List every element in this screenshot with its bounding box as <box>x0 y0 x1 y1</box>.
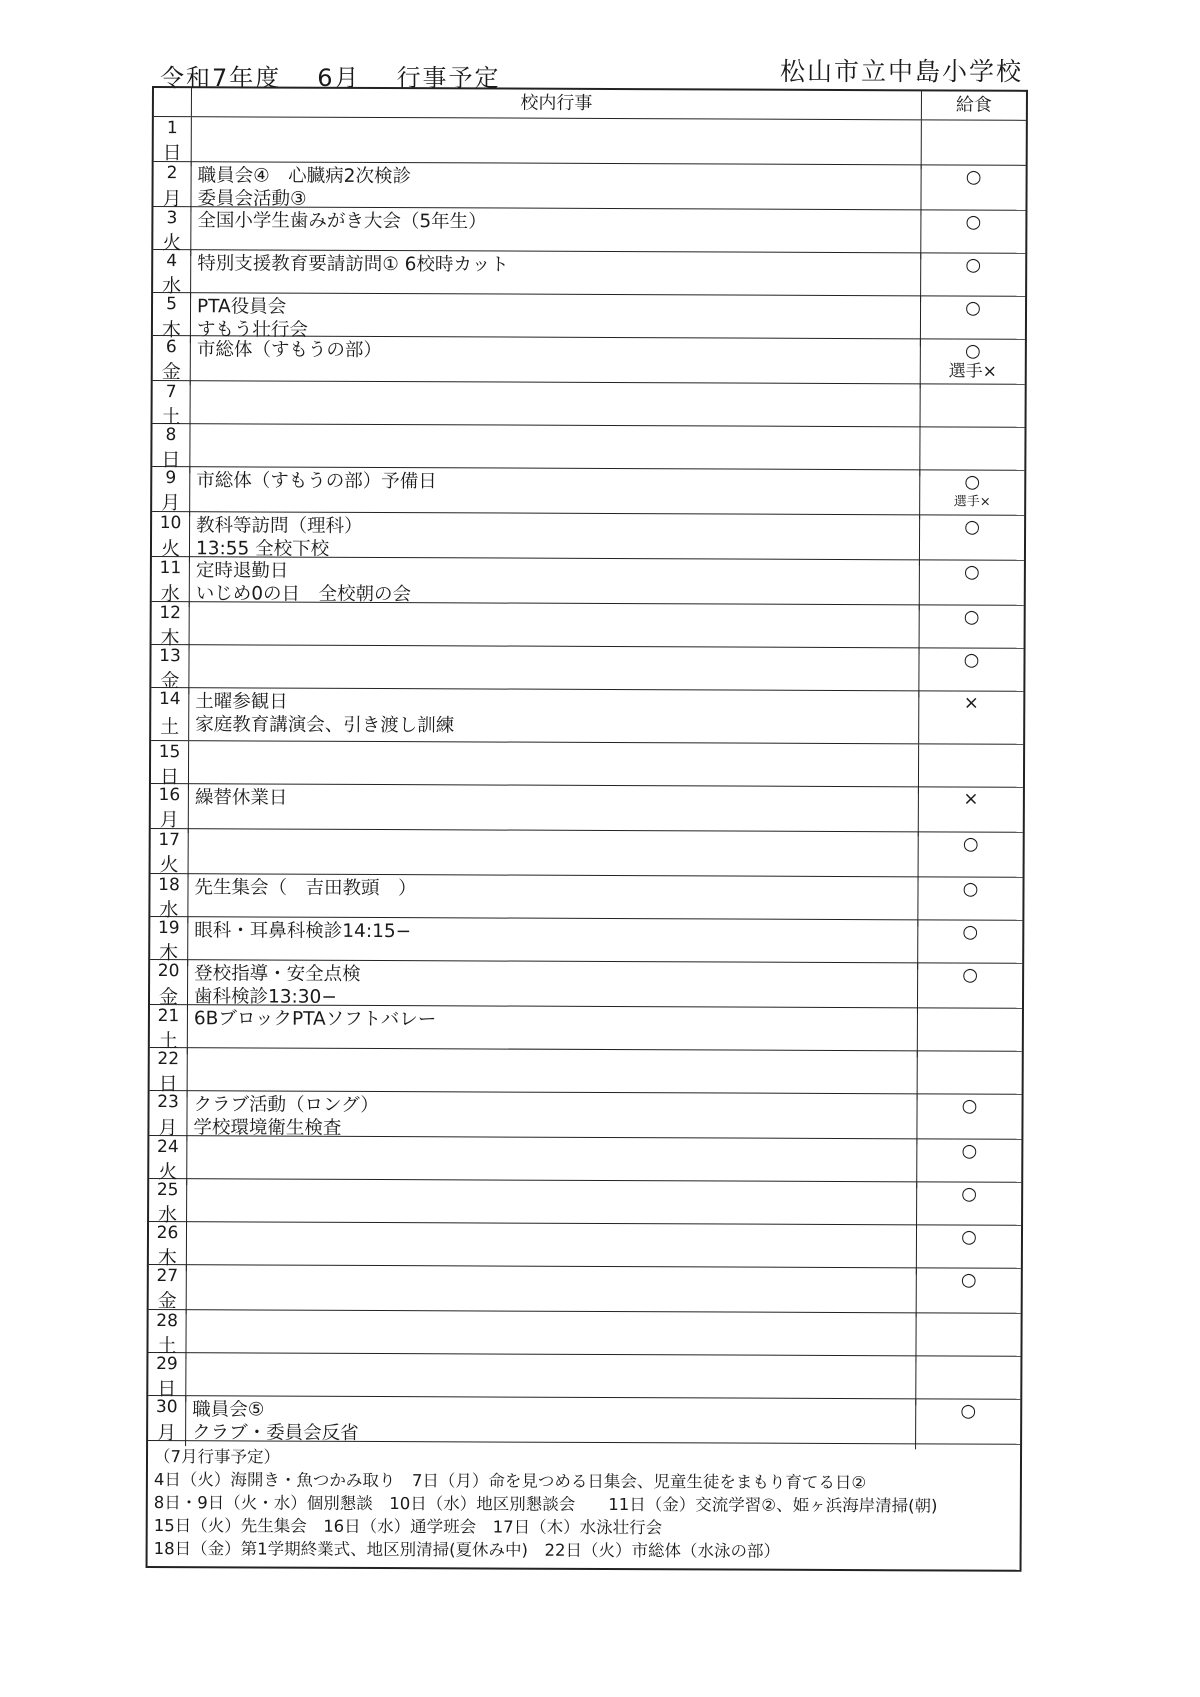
weekday: 日 <box>157 1378 177 1401</box>
event-line: 登校指導・安全点検 <box>194 963 361 985</box>
date-cell <box>152 512 190 562</box>
weekday: 金 <box>157 1290 177 1313</box>
meal-mark: ○ <box>962 964 979 986</box>
date-cell <box>149 1222 187 1271</box>
weekday: 日 <box>159 766 180 789</box>
meal-mark: ○ <box>965 211 982 233</box>
events-cell <box>189 688 919 743</box>
events-cell <box>192 117 922 169</box>
meal-cell <box>917 1139 1021 1188</box>
day-number: 15 <box>158 742 181 763</box>
meal-cell <box>920 427 1024 476</box>
events-cell <box>189 784 919 836</box>
date-cell <box>152 557 190 607</box>
day-row <box>153 207 1025 254</box>
meal-cell <box>916 1356 1020 1405</box>
date-cell <box>149 1265 187 1314</box>
meal-cell <box>921 165 1025 215</box>
day-row <box>148 1353 1020 1400</box>
day-number: 8 <box>165 425 177 446</box>
day-number: 10 <box>159 513 182 534</box>
date-cell <box>151 784 189 833</box>
day-row <box>148 1396 1020 1445</box>
weekday: 日 <box>161 449 181 472</box>
event-line: 定時退勤日 <box>195 560 289 582</box>
date-cell <box>153 162 191 212</box>
day-row <box>150 874 1022 921</box>
day-row <box>151 784 1023 833</box>
event-line: クラブ活動（ロング） <box>193 1094 379 1116</box>
meal-cell <box>920 384 1024 433</box>
weekday: 火 <box>158 1161 178 1184</box>
meal-mark: ○ <box>960 1400 977 1422</box>
day-row <box>150 960 1022 1009</box>
weekday: 水 <box>159 899 179 922</box>
meal-cell <box>918 963 1022 1013</box>
month-label: 6月 <box>317 64 361 92</box>
day-row <box>151 829 1023 878</box>
meal-mark: ○ <box>962 921 979 943</box>
weekday: 金 <box>161 361 181 384</box>
next-month-heading: （7月行事予定） <box>153 1447 281 1467</box>
event-line: 学校環境衛生検査 <box>193 1117 342 1139</box>
day-row <box>150 917 1022 964</box>
meal-cell <box>919 691 1023 743</box>
event-line: 特別支援教育要請訪問① 6校時カット <box>197 253 509 276</box>
meal-note: 選手× <box>948 361 997 382</box>
event-line: 市総体（すもうの部）予備日 <box>196 470 437 493</box>
meal-mark: ○ <box>961 1226 977 1248</box>
events-cell <box>187 1265 917 1317</box>
day-row <box>153 250 1025 297</box>
meal-cell <box>918 1051 1022 1100</box>
weekday: 土 <box>158 1030 178 1053</box>
weekday: 水 <box>160 583 180 606</box>
day-number: 17 <box>158 830 181 851</box>
weekday: 水 <box>158 1204 178 1227</box>
day-row <box>153 162 1025 211</box>
day-row <box>153 293 1025 340</box>
meal-cell <box>918 877 1022 926</box>
meal-cell <box>920 560 1024 610</box>
day-number: 16 <box>158 785 181 806</box>
day-number: 27 <box>156 1266 179 1287</box>
date-cell <box>151 645 189 694</box>
day-row <box>149 1222 1021 1269</box>
meal-cell <box>920 515 1024 565</box>
meal-column-header: 給食 <box>955 94 992 116</box>
date-cell <box>150 1048 188 1097</box>
weekday: 木 <box>161 319 181 342</box>
meal-cell <box>917 1268 1021 1317</box>
date-cell <box>152 381 190 430</box>
event-line: 眼科・耳鼻科検診14:15− <box>194 920 412 943</box>
date-cell <box>151 688 189 740</box>
weekday: 月 <box>157 1422 177 1445</box>
date-cell <box>152 467 190 516</box>
day-row <box>152 512 1024 561</box>
meal-mark: ○ <box>964 471 981 493</box>
day-row <box>150 1048 1022 1095</box>
day-number: 20 <box>157 961 180 982</box>
day-number: 29 <box>156 1354 178 1375</box>
day-number: 24 <box>156 1137 179 1158</box>
date-column-header <box>154 88 192 116</box>
day-number: 23 <box>157 1092 179 1113</box>
meal-cell <box>919 787 1023 836</box>
event-line: 歯科検診13:30− <box>193 986 337 1008</box>
day-number: 9 <box>165 468 177 489</box>
day-row <box>152 602 1024 649</box>
weekday: 水 <box>162 275 182 298</box>
meal-cell <box>921 210 1025 259</box>
day-row <box>152 557 1024 606</box>
meal-cell <box>919 832 1023 881</box>
event-line: 職員会⑤ <box>192 1399 265 1421</box>
event-line: いじめ0の日 全校朝の会 <box>195 583 412 606</box>
day-row <box>148 1310 1020 1357</box>
events-cell <box>186 1396 916 1449</box>
meal-cell <box>917 1225 1021 1274</box>
date-cell <box>152 424 190 473</box>
weekday: 土 <box>160 716 180 739</box>
event-line: 家庭教育講演会、引き渡し訓練 <box>195 714 455 737</box>
weekday: 木 <box>159 942 179 965</box>
schedule-title: 行事予定 <box>396 64 501 92</box>
day-number: 1 <box>166 118 178 139</box>
meal-mark: ○ <box>964 340 981 362</box>
day-row <box>152 467 1024 516</box>
date-cell <box>149 1091 187 1141</box>
day-row <box>153 336 1025 385</box>
event-line: クラブ・委員会反省 <box>192 1422 359 1444</box>
meal-mark: ○ <box>965 297 981 319</box>
weekday: 火 <box>160 538 181 561</box>
day-number: 12 <box>159 603 182 624</box>
day-row <box>150 1005 1022 1052</box>
table-header <box>154 88 1026 121</box>
fiscal-year: 令和7年度 <box>160 64 282 92</box>
weekday: 火 <box>159 854 179 877</box>
meal-mark: × <box>963 692 979 714</box>
meal-cell <box>918 1008 1022 1057</box>
next-month-line: 18日（金）第1学期終業式、地区別清掃(夏休み中) 22日（火）市総体（水泳の部） <box>153 1539 781 1561</box>
meal-cell <box>919 648 1023 697</box>
meal-mark: ○ <box>963 606 980 628</box>
weekday: 日 <box>162 142 182 165</box>
events-cell <box>190 467 920 519</box>
day-number: 13 <box>159 646 181 667</box>
next-month-schedule <box>148 1441 1021 1572</box>
day-number: 25 <box>156 1180 179 1201</box>
date-cell <box>153 336 191 385</box>
event-line: 6BブロックPTAソフトバレー <box>193 1008 437 1031</box>
event-line: 繰替休業日 <box>194 787 288 809</box>
meal-mark: ○ <box>963 561 980 583</box>
day-row <box>151 741 1023 788</box>
day-number: 21 <box>157 1006 180 1027</box>
day-row <box>154 117 1026 166</box>
event-line: 全国小学生歯みがき大会（5年生） <box>197 210 487 233</box>
day-row <box>151 645 1023 692</box>
event-line: 職員会④ 心臓病2次検診 <box>197 165 412 188</box>
meal-mark: ○ <box>963 649 980 671</box>
event-line: 教科等訪問（理科） <box>196 515 363 537</box>
meal-mark: ○ <box>964 516 980 538</box>
day-number: 30 <box>155 1397 178 1418</box>
events-cell <box>189 829 919 881</box>
meal-mark: ○ <box>961 1095 978 1117</box>
day-number: 4 <box>166 251 178 272</box>
date-cell <box>153 250 191 299</box>
events-column-header: 校内行事 <box>192 88 922 119</box>
next-month-line: 4日（火）海開き・魚つかみ取り 7日（月）命を見つめる日集会、児童生徒をまもり育てる日② <box>153 1470 867 1493</box>
day-rows <box>148 117 1026 1445</box>
date-cell <box>149 1136 187 1185</box>
meal-mark: ○ <box>961 1183 978 1205</box>
meal-cell <box>918 920 1022 969</box>
day-number: 28 <box>156 1311 178 1332</box>
meal-mark: ○ <box>962 878 979 900</box>
meal-mark: ○ <box>965 254 982 276</box>
weekday: 金 <box>160 670 180 693</box>
next-month-line: 15日（火）先生集会 16日（水）通学班会 17日（木）水泳壮行会 <box>153 1516 663 1538</box>
date-cell <box>150 1005 188 1054</box>
meal-cell <box>916 1399 1020 1449</box>
weekday: 土 <box>157 1335 177 1358</box>
day-row <box>152 424 1024 471</box>
meal-mark: × <box>963 788 979 810</box>
day-number: 6 <box>165 337 177 358</box>
weekday: 火 <box>162 232 182 255</box>
event-line: 委員会活動③ <box>197 188 307 210</box>
weekday: 月 <box>161 492 181 515</box>
day-number: 3 <box>166 208 178 229</box>
weekday: 木 <box>160 627 180 650</box>
weekday: 金 <box>158 986 179 1009</box>
date-cell <box>148 1353 186 1402</box>
date-cell <box>152 602 190 651</box>
day-row <box>149 1136 1021 1183</box>
meal-mark: ○ <box>965 166 982 188</box>
day-number: 18 <box>158 875 180 896</box>
date-cell <box>151 829 189 878</box>
meal-cell <box>916 1313 1020 1362</box>
date-cell <box>148 1396 186 1446</box>
meal-cell <box>920 605 1024 654</box>
meal-cell <box>917 1182 1021 1231</box>
date-cell <box>153 207 191 256</box>
event-line: 市総体（すもうの部） <box>196 339 382 362</box>
meal-cell <box>921 339 1025 388</box>
date-cell <box>150 960 188 1010</box>
schedule-table <box>146 86 1028 1572</box>
weekday: 土 <box>161 406 181 429</box>
event-line: 土曜参観日 <box>195 691 288 713</box>
meal-mark: ○ <box>961 1140 978 1162</box>
weekday: 月 <box>159 809 179 832</box>
meal-mark: ○ <box>962 833 979 855</box>
meal-cell <box>919 744 1023 793</box>
day-number: 22 <box>157 1049 180 1070</box>
day-number: 19 <box>157 918 180 939</box>
meal-note: 選手× <box>953 494 991 510</box>
date-cell <box>150 874 188 923</box>
meal-cell <box>917 1094 1021 1144</box>
date-cell <box>148 1310 186 1359</box>
date-cell <box>154 117 192 166</box>
day-number: 7 <box>165 382 177 403</box>
weekday: 日 <box>158 1073 178 1096</box>
weekday: 月 <box>162 188 182 211</box>
school-name: 松山市立中島小学校 <box>780 57 1024 86</box>
meal-cell <box>922 120 1026 169</box>
event-line: 先生集会（ 吉田教頭 ） <box>194 877 417 900</box>
day-row <box>151 688 1023 745</box>
events-cell <box>191 336 921 388</box>
day-number: 26 <box>156 1223 179 1244</box>
date-cell <box>151 741 189 790</box>
day-number: 2 <box>166 163 178 184</box>
day-row <box>149 1091 1021 1140</box>
event-line: 13:55 全校下校 <box>195 538 330 560</box>
day-number: 14 <box>158 689 181 710</box>
day-row <box>149 1179 1021 1226</box>
weekday: 月 <box>158 1117 178 1140</box>
event-line: PTA役員会 <box>196 296 287 318</box>
date-cell <box>150 917 188 966</box>
next-month-line: 8日・9日（火・水）個別懇談 10日（水）地区別懇談会 11日（金）交流学習②、姫ヶ浜海岸清掃(朝) <box>153 1493 938 1516</box>
day-number: 5 <box>166 294 177 315</box>
meal-mark: ○ <box>960 1269 977 1291</box>
day-row <box>149 1265 1021 1314</box>
day-number: 11 <box>159 558 182 579</box>
day-row <box>153 381 1025 428</box>
meal-cell <box>920 470 1024 519</box>
meal-cell <box>921 253 1025 302</box>
event-line: すもう壮行会 <box>196 319 308 341</box>
date-cell <box>149 1179 187 1228</box>
weekday: 木 <box>157 1247 177 1270</box>
